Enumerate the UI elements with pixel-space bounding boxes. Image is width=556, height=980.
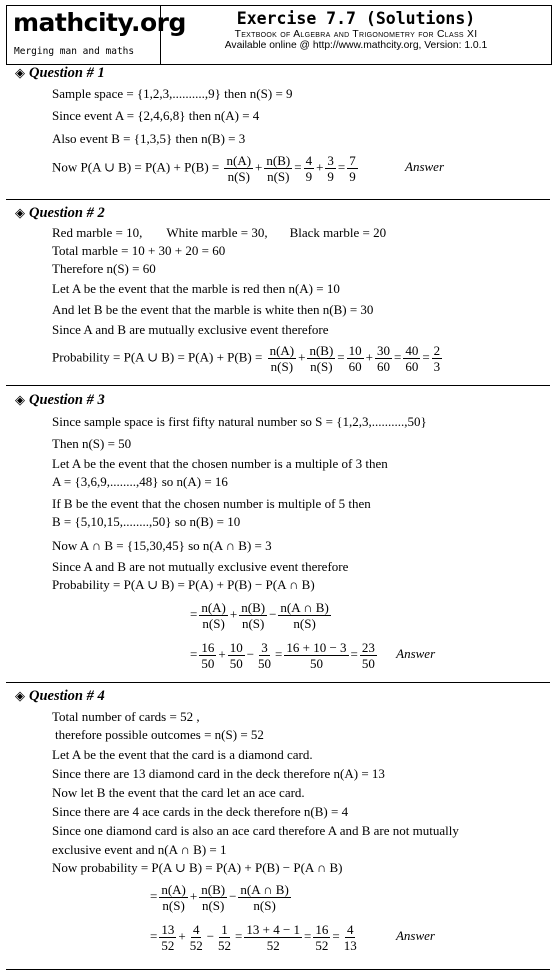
denominator: n(S): [267, 169, 290, 184]
book-subtitle: Textbook of Algebra and Trigonometry for Class XI: [234, 29, 478, 40]
denominator: 9: [349, 169, 356, 184]
logo: [7, 6, 186, 64]
numerator: 16: [315, 922, 329, 937]
q4-line: Since there are 13 diamond card in the deck therefore n(A) = 13: [52, 766, 385, 781]
fraction: [159, 882, 188, 913]
numerator: 4: [192, 922, 200, 937]
answer-label: Answer: [405, 159, 444, 175]
fraction: [307, 343, 335, 374]
numerator: n(A): [201, 600, 226, 615]
denominator: n(S): [227, 169, 250, 184]
q3-line: A = {3,6,9,........,48} so n(A) = 16: [52, 474, 228, 489]
denominator: n(S): [310, 359, 333, 374]
diamond-bullet-icon: ◈: [15, 689, 25, 704]
availability-line: Available online @ http://www.mathcity.org, Version: 1.0.1: [224, 40, 488, 51]
fraction: [375, 343, 392, 374]
denominator: 13: [343, 938, 357, 953]
fraction: [256, 640, 273, 671]
denominator: 60: [348, 359, 362, 374]
numerator: 3: [327, 153, 334, 168]
numerator: 4: [305, 153, 313, 168]
q4-line: Now probability = P(A ∪ B) = P(A) + P(B) − P(A ∩ B): [52, 860, 343, 875]
q2-line: Since A and B are mutually exclusive event therefore: [52, 322, 329, 337]
fraction: [278, 600, 330, 631]
q4-equation: = $\frac{n(A)}{n(S)}$ + $\frac{n(B)}{n(S)}$ − $\frac{n(A \cap B)}{n(S)}$: [150, 882, 289, 913]
fraction: [304, 153, 315, 184]
q4-equation: = $\frac{13}{52}$ + $\frac{4}{52}$ − $\frac{1}{52}$ = $\frac{13 + 4 - 1}{52}$ = $\frac{16}{52}$ = $\frac{4}{13}$ Answer: [150, 922, 435, 953]
denominator: 60: [405, 359, 419, 374]
fraction: [325, 153, 336, 184]
denominator: 52: [161, 938, 175, 953]
numerator: n(A ∩ B): [240, 882, 289, 897]
page-header: [6, 5, 552, 65]
fraction: [244, 922, 302, 953]
question-2-heading: [15, 205, 105, 222]
denominator: 50: [309, 656, 323, 671]
q4-line: exclusive event and n(A ∩ B) = 1: [52, 842, 227, 857]
denominator: n(S): [202, 616, 225, 631]
q3-line: Then n(S) = 50: [52, 436, 132, 451]
fraction: [268, 343, 297, 374]
numerator: 10: [348, 343, 362, 358]
fraction: [284, 640, 348, 671]
numerator: 13: [161, 922, 175, 937]
section-divider: [6, 385, 550, 386]
fraction: [199, 640, 216, 671]
numerator: 30: [376, 343, 390, 358]
q3-line: B = {5,10,15,........,50} so n(B) = 10: [52, 514, 241, 529]
numerator: 23: [361, 640, 375, 655]
q4-line: Since there are 4 ace cards in the deck therefore n(B) = 4: [52, 804, 349, 819]
numerator: n(B): [266, 153, 291, 168]
q3-line: Now A ∩ B = {15,30,45} so n(A ∩ B) = 3: [52, 538, 272, 553]
exercise-title: Exercise 7.7 (Solutions): [236, 9, 476, 28]
q1-line: Also event B = {1,3,5} then n(B) = 3: [52, 131, 246, 146]
question-label: Question # 4: [29, 688, 105, 704]
numerator: n(B): [201, 882, 226, 897]
question-label: Question # 2: [29, 205, 105, 221]
question-4-heading: [15, 688, 105, 705]
numerator: 10: [229, 640, 243, 655]
numerator: 16: [201, 640, 215, 655]
denominator: 50: [201, 656, 215, 671]
answer-label: Answer: [395, 928, 435, 944]
fraction: [347, 153, 358, 184]
diamond-bullet-icon: ◈: [15, 206, 25, 221]
header-info: [161, 6, 551, 51]
section-divider: [6, 682, 550, 683]
question-3-heading: [15, 392, 105, 409]
numerator: 3: [261, 640, 268, 655]
q2-line: Let A be the event that the marble is red then n(A) = 10: [52, 281, 340, 296]
numerator: 7: [349, 153, 356, 168]
fraction: [199, 882, 227, 913]
numerator: 1: [221, 922, 228, 937]
q3-line: Since sample space is first fifty natural number so S = {1,2,3,..........,50}: [52, 414, 427, 429]
denominator: n(S): [253, 898, 276, 913]
q4-line: Now let B the event that the card let an ace card.: [52, 785, 305, 800]
q2-line: Therefore n(S) = 60: [52, 261, 156, 276]
q2-equation: Probability = P(A ∪ B) = P(A) + P(B) = $\frac{n(A)}{n(S)}$ + $\frac{n(B)}{n(S)}$ = $\frac{10}{60}$ + $\frac{30}{60}$ = $\frac{40}{60}$ = $\frac{2}{3}$: [52, 343, 441, 374]
q1-line: Since event A = {2,4,6,8} then n(A) = 4: [52, 108, 260, 123]
numerator: 4: [346, 922, 354, 937]
section-divider: [6, 969, 550, 970]
fraction: [342, 922, 359, 953]
fraction: [264, 153, 292, 184]
fraction: [159, 922, 176, 953]
logo-title: mathcity.org: [13, 8, 186, 37]
denominator: 50: [361, 656, 375, 671]
q3-equation: = $\frac{n(A)}{n(S)}$ + $\frac{n(B)}{n(S)}$ − $\frac{n(A \cap B)}{n(S)}$: [190, 600, 329, 631]
q4-line: therefore possible outcomes = n(S) = 52: [55, 727, 264, 742]
question-label: Question # 3: [29, 392, 105, 408]
diamond-bullet-icon: ◈: [15, 393, 25, 408]
numerator: 40: [405, 343, 419, 358]
fraction: [347, 343, 364, 374]
fraction: [432, 343, 443, 374]
fraction: [313, 922, 330, 953]
q2-line: Total marble = 10 + 30 + 20 = 60: [52, 243, 226, 258]
fraction: [238, 882, 290, 913]
denominator: 52: [315, 938, 329, 953]
denominator: 52: [266, 938, 280, 953]
section-divider: [6, 199, 550, 200]
denominator: n(S): [162, 898, 185, 913]
fraction: [224, 153, 253, 184]
fraction: [228, 640, 245, 671]
numerator: 2: [433, 343, 441, 358]
denominator: 52: [189, 938, 203, 953]
q4-line: Since one diamond card is also an ace card therefore A and B are not mutually: [52, 823, 459, 838]
fraction: [199, 600, 228, 631]
diamond-bullet-icon: ◈: [15, 66, 25, 81]
fraction: [403, 343, 420, 374]
denominator: n(S): [241, 616, 265, 631]
q4-line: Let A be the event that the card is a diamond card.: [52, 747, 313, 762]
denominator: 50: [229, 656, 243, 671]
logo-tagline: Merging man and maths: [14, 46, 135, 57]
q3-line: Let A be the event that the chosen number is a multiple of 3 then: [52, 456, 388, 471]
numerator: 16 + 10 − 3: [286, 640, 347, 655]
numerator: n(A ∩ B): [280, 600, 329, 615]
q2-line: Red marble = 10, White marble = 30, Black marble = 20: [52, 225, 387, 240]
numerator: 13 + 4 − 1: [246, 922, 301, 937]
answer-label: Answer: [396, 646, 436, 662]
numerator: n(B): [241, 600, 266, 615]
equation-lhs: Now P(A ∪ B) = P(A) + P(B) =: [52, 159, 220, 175]
denominator: n(S): [270, 359, 294, 374]
q4-line: Total number of cards = 52 ,: [52, 709, 200, 724]
q2-line: And let B be the event that the marble is white then n(B) = 30: [52, 302, 374, 317]
q3-line: If B be the event that the chosen number is multiple of 5 then: [52, 496, 371, 511]
denominator: 3: [433, 359, 441, 374]
denominator: n(S): [201, 898, 225, 913]
q1-equation: Now P(A ∪ B) = P(A) + P(B) = $\frac{n(A)}{n(S)}$ + $\frac{n(B)}{n(S)}$ = $\frac{4}{9}$ + $\frac{3}{9}$ = $\frac{7}{9}$ Answer: [52, 153, 444, 184]
q3-line: Since A and B are not mutually exclusive event therefore: [52, 559, 349, 574]
denominator: 9: [327, 169, 334, 184]
numerator: n(A): [226, 153, 252, 168]
fraction: [360, 640, 377, 671]
q3-line: Probability = P(A ∪ B) = P(A) + P(B) − P(A ∩ B): [52, 577, 315, 592]
q1-line: Sample space = {1,2,3,..........,9} then n(S) = 9: [52, 86, 293, 101]
denominator: 50: [258, 656, 272, 671]
denominator: 52: [218, 938, 232, 953]
denominator: 9: [305, 169, 313, 184]
fraction: [216, 922, 233, 953]
numerator: n(B): [309, 343, 334, 358]
question-1-heading: [15, 65, 105, 82]
denominator: 60: [376, 359, 390, 374]
denominator: n(S): [293, 616, 316, 631]
fraction: [239, 600, 267, 631]
question-label: Question # 1: [29, 65, 105, 81]
fraction: [188, 922, 205, 953]
numerator: n(A): [161, 882, 186, 897]
numerator: n(A): [269, 343, 295, 358]
q3-equation: = $\frac{16}{50}$ + $\frac{10}{50}$ − $\frac{3}{50}$ = $\frac{16 + 10 - 3}{50}$ = $\frac{23}{50}$ Answer: [190, 640, 436, 671]
